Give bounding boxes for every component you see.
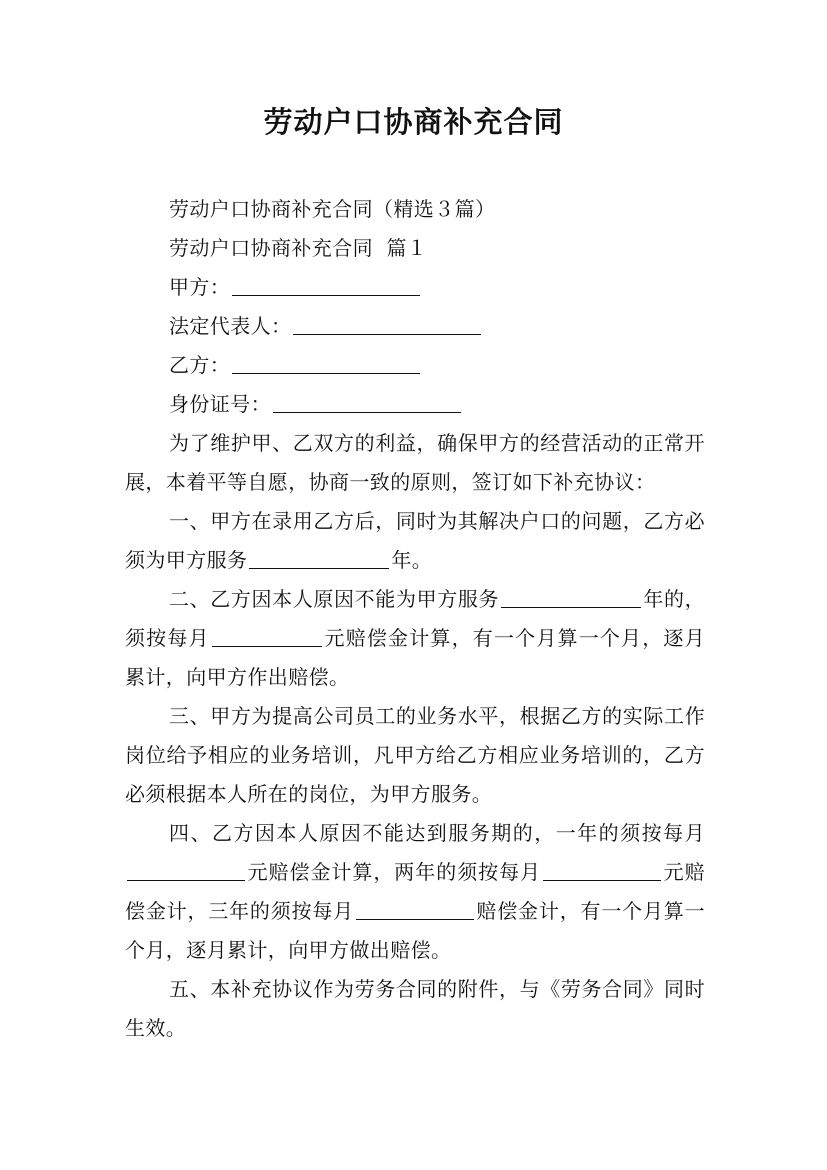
legal-rep-blank [293,314,481,335]
id-number-field [125,385,705,424]
document-title: 劳动户口协商补充合同 [263,105,564,139]
party-b-label: 乙方： [169,353,231,377]
document-subtitle: 劳动户口协商补充合同（精选３篇） [169,197,496,221]
party-b-blank [232,353,420,374]
party-b-field [125,346,705,385]
clause-4-blank-1 [127,860,245,881]
clause-4 [125,814,705,970]
party-a-field [125,268,705,307]
clause-1-blank [249,548,389,569]
legal-rep-field [125,307,705,346]
id-number-label: 身份证号： [169,392,271,416]
document-body [125,190,705,1048]
clause-3: 三、甲方为提高公司员工的业务水平，根据乙方的实际工作岗位给予相应的业务培训，凡甲方给乙方相应业务培训的，乙方必须根据本人所在的岗位，为甲方服务。 [125,704,705,806]
clause-1-text: 一、甲方在录用乙方后，同时为其解决户口的问题，乙方必须为甲方服务 [125,509,705,572]
clause-4-blank-2 [543,860,661,881]
clause-4-blank-3 [356,899,474,920]
clause-2-text-mid: 年的，须按每月 [125,587,706,650]
clause-2-blank-years [501,587,641,608]
clause-2 [125,580,705,697]
clause-4-text: 四、乙方因本人原因不能达到服务期的，一年的须按每月 [169,821,705,845]
id-number-blank [273,392,461,413]
legal-rep-label: 法定代表人： [169,314,292,338]
clause-1 [125,502,705,580]
party-a-blank [232,275,420,296]
section-heading: 劳动户口协商补充合同 篇１ [169,236,428,260]
clause-1-text-end: 年。 [391,548,433,572]
clause-2-text: 二、乙方因本人原因不能为甲方服务 [169,587,500,611]
clause-4-text-2: 元赔偿金计算，两年的须按每月 [247,860,542,884]
party-a-label: 甲方： [169,275,231,299]
clause-2-text-end: 元赔偿金计算，有一个月算一个月，逐月累计，向甲方作出赔偿。 [125,626,705,689]
clause-2-blank-amount [212,626,322,647]
clause-4-text-end: 赔偿金计，有一个月算一个月，逐月累计，向甲方做出赔偿。 [125,899,705,962]
intro-paragraph: 为了维护甲、乙双方的利益，确保甲方的经营活动的正常开展，本着平等自愿，协商一致的原则，签订如下补充协议： [125,431,705,494]
clause-4-text-3: 元赔偿金计，三年的须按每月 [125,860,705,923]
clause-5: 五、本补充协议作为劳务合同的附件，与《劳务合同》同时生效。 [125,977,705,1040]
